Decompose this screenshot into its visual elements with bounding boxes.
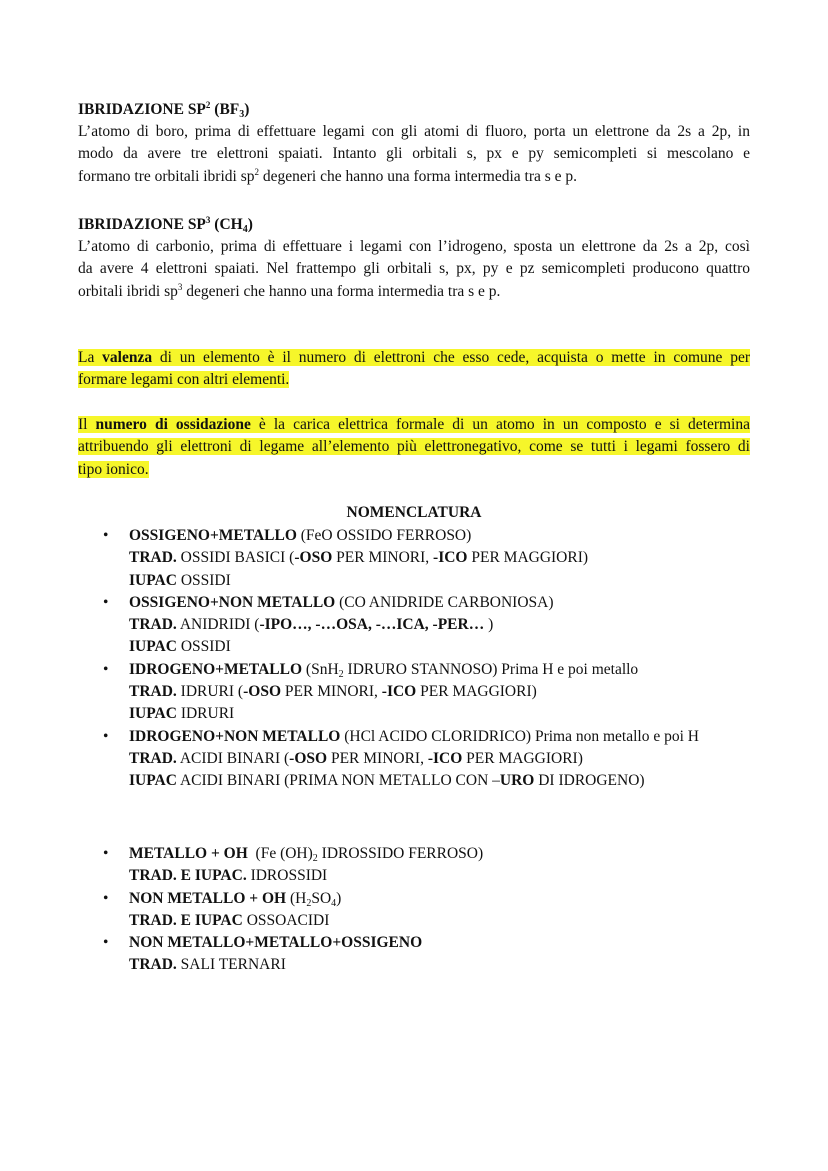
bullet-icon: • xyxy=(103,593,109,611)
list-item: • OSSIGENO+NON METALLO (CO ANIDRIDE CARBONIOSA) TRAD. ANIDRIDI (-IPO…, -…OSA, -…ICA, -PER… ) IUPAC OSSIDI xyxy=(103,593,554,656)
list-item: • OSSIGENO+METALLO (FeO OSSIDO FERROSO) TRAD. OSSIDI BASICI (-OSO PER MINORI, -ICO PER MAGGIORI) IUPAC OSSIDI xyxy=(103,527,589,589)
ossidazione-definition: Il numero di ossidazione è la carica elettrica formale di un atomo in un composto e si determina attribuendo gli elettroni di legame all’elemento più elettronegativo, come se tutti i legami fossero di tipo ionico. xyxy=(78,416,750,478)
bullet-icon: • xyxy=(103,889,109,907)
bullet-icon: • xyxy=(103,727,109,745)
list-item: • IDROGENO+METALLO (SnH$_2$ IDRURO STANNOSO) Prima H e poi metallo TRAD. IDRURI (-OSO PER MINORI, -ICO PER MAGGIORI) IUPAC IDRURI xyxy=(103,660,639,723)
nomenclatura-title: NOMENCLATURA xyxy=(346,504,482,521)
nomenclatura-list xyxy=(0,525,828,793)
bullet-icon: • xyxy=(103,660,109,678)
sp3-paragraph: L’atomo di carbonio, prima di effettuare i legami con l’idrogeno, sposta un elettrone da 2s a 2p, così da avere 4 elettroni spaiati. Nel frattempo gli orbitali s, px, py e pz semicompleti producono quattro orbitali ibridi $sp^3$ degeneri che hanno una forma intermedia tra s e p. xyxy=(78,238,750,300)
bullet-icon: • xyxy=(103,845,109,862)
list-item: • NON METALLO+METALLO+OSSIGENO TRAD. SALI TERNARI xyxy=(103,934,423,974)
bullet-icon: • xyxy=(103,934,109,952)
list-item: • IDROGENO+NON METALLO (HCl ACIDO CLORIDRICO) Prima non metallo e poi H TRAD. ACIDI BINARI (-OSO PER MINORI, -ICO PER MAGGIORI) IUPAC ACIDI BINARI (PRIMA NON METALLO CON –URO DI IDROGENO) xyxy=(103,727,699,790)
nomenclatura-list-2 xyxy=(0,843,828,977)
list-item: • METALLO + OH (Fe $(OH)_2$ IDROSSIDO FERROSO) TRAD. E IUPAC. IDROSSIDI xyxy=(103,845,484,885)
list-item: • NON METALLO + OH $(H_2SO_4)$ TRAD. E IUPAC OSSOACIDI xyxy=(103,889,342,929)
bullet-icon: • xyxy=(103,527,109,544)
sp3-heading: IBRIDAZIONE $SP^3$ $(CH_4)$ xyxy=(78,215,253,235)
sp2-heading: IBRIDAZIONE $SP^2$ $(BF_3)$ xyxy=(78,100,250,120)
valenza-definition: La valenza di un elemento è il numero di elettroni che esso cede, acquista o mette in comune per formare legami con altri elementi. xyxy=(78,349,750,389)
sp2-section xyxy=(78,99,750,188)
sp2-paragraph: L’atomo di boro, prima di effettuare legami con gli atomi di fluoro, porta un elettrone da 2s a 2p, in modo da avere tre elettroni spaiati. Intanto gli orbitali s, px e py semicompleti si mescolano e formano tre orbitali ibridi $sp^2$ degeneri che hanno una forma intermedia tra s e p. xyxy=(78,123,750,185)
sp3-section xyxy=(78,214,750,303)
